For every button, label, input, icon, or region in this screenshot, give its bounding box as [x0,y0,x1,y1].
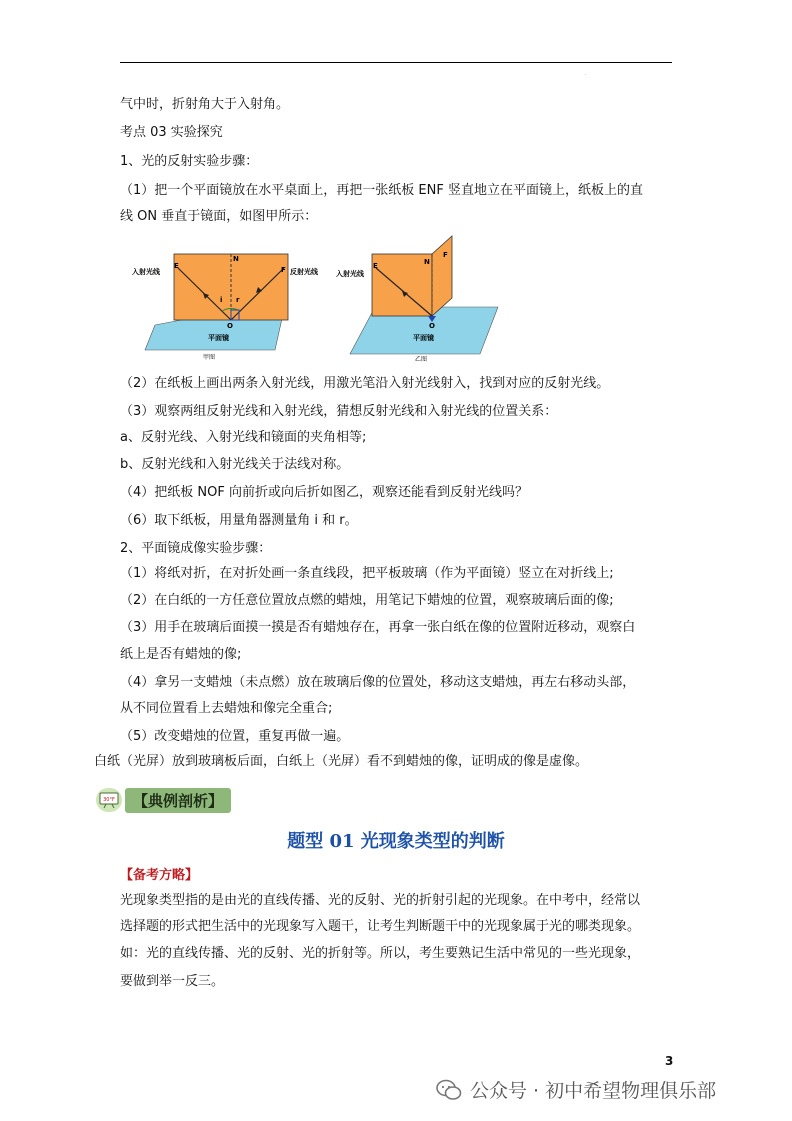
watermark-text: 公众号 · 初中希望物理俱乐部 [470,1080,717,1102]
banner-label: 【典例剖析】 [125,788,231,813]
text-line: （1）将纸对折，在对折处画一条直线段，把平板玻璃（作为平面镜）竖立在对折线上; [120,566,614,581]
text-line: （4）拿另一支蜡烛（未点燃）放在玻璃后像的位置处，移动这支蜡烛，再左右移动头部， [120,675,636,690]
caption-yi: 乙图 [415,356,428,363]
text-line: （3）观察两组反射光线和入射光线，猜想反射光线和入射光线的位置关系： [120,404,558,419]
wechat-icon [436,1079,462,1101]
text-line: 线 ON 垂直于镜面，如图甲所示： [120,209,318,224]
label-N-jia: N [233,255,239,263]
text-line: （2）在白纸的一方任意位置放点燃的蜡烛，用笔记下蜡烛的位置，观察玻璃后面的像; [120,593,614,608]
mirror-label-yi: 平面镜 [413,334,434,342]
prep-line: 选择题的形式把生活中的光现象写入题干，让考生判断题干中的光现象属于光的哪类现象。 [120,919,641,934]
prep-line: 要做到举一反三。 [120,974,225,989]
label-O-jia: O [227,322,233,330]
label-r-jia: r [236,296,240,304]
text-line: 2、平面镜成像实验步骤： [120,541,272,556]
label-E-yi: E [373,262,378,270]
text-line: b、反射光线和入射光线关于法线对称。 [120,457,350,472]
label-N-yi: N [424,258,430,266]
text-line: 白纸（光屏）放到玻璃板后面，白纸上（光屏）看不到蜡烛的像，证明成的像是虚像。 [94,754,589,769]
incident-label-jia: 入射光线 [132,268,160,276]
header-rule [120,62,672,63]
icon-text: 30°F [103,797,115,803]
text-line: a、反射光线、入射光线和镜面的夹角相等; [120,430,367,445]
incident-label-yi: 入射光线 [336,270,364,278]
prep-line: 光现象类型指的是由光的直线传播、光的反射、光的折射引起的光现象。在中考中，经常以 [120,893,641,908]
section-title: 题型 01 光现象类型的判断 [287,831,505,852]
prep-line: 如：光的直线传播、光的反射、光的折射等。所以，考生要熟记生活中常见的一些光现象， [120,946,641,961]
prep-heading: 【备考方略】 [120,868,199,883]
example-analysis-banner [96,786,231,814]
label-E-jia: E [174,262,179,270]
label-O-yi: O [429,322,435,330]
label-F-jia: F [281,266,286,274]
thermometer-board-icon [96,788,122,812]
text-line: （5）改变蜡烛的位置，重复再做一遍。 [120,729,350,744]
board-eon-yi [372,254,432,316]
reflected-label-jia: 反射光线 [290,268,318,276]
board-nof-yi [432,236,452,316]
text-line: 纸上是否有蜡烛的像; [120,647,242,662]
reflection-experiment-figure [130,232,504,364]
header-dot: . [585,71,587,77]
text-line: （4）把纸板 NOF 向前折或向后折如图乙，观察还能看到反射光线吗？ [120,485,528,500]
text-line: 1、光的反射实验步骤： [120,154,259,169]
text-line: 气中时，折射角大于入射角。 [120,97,290,112]
caption-jia: 甲图 [203,354,216,361]
page-number: 3 [665,1054,674,1068]
text-line: （3）用手在玻璃后面摸一摸是否有蜡烛存在，再拿一张白纸在像的位置附近移动，观察白 [120,620,636,635]
text-line: （1）把一个平面镜放在水平桌面上，再把一张纸板 ENF 竖直地立在平面镜上，纸板上的直 [120,183,643,198]
text-line: （6）取下纸板，用量角器测量角 i 和 r。 [120,513,358,528]
label-F-yi: F [443,251,448,259]
text-line: 考点 03 实验探究 [120,125,223,140]
watermark [436,1076,716,1103]
label-i-jia: i [220,296,223,304]
text-line: 从不同位置看上去蜡烛和像完全重合; [120,701,333,716]
mirror-label-jia: 平面镜 [208,334,229,342]
text-line: （2）在纸板上画出两条入射光线，用激光笔沿入射光线射入，找到对应的反射光线。 [120,376,610,391]
